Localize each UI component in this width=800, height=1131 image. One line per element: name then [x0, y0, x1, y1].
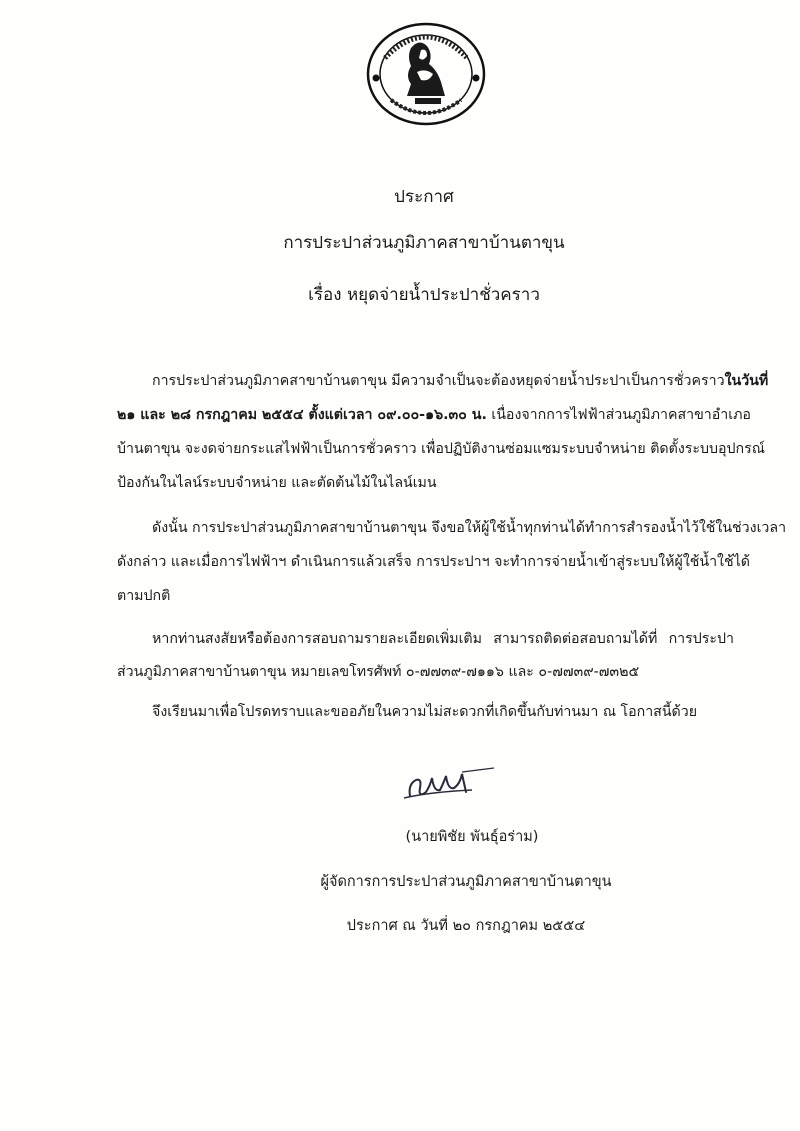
- agency-seal-icon: [361, 18, 491, 130]
- signatory-position: ผู้จัดการการประปาส่วนภูมิภาคสาขาบ้านตาขุน: [320, 874, 612, 890]
- para1-text: การประปาส่วนภูมิภาคสาขาบ้านตาขุน มีความจำเป็นจะต้องหยุดจ่ายน้ำประปาเป็นการชั่วคราว: [152, 373, 725, 389]
- para1-line2: [117, 405, 751, 425]
- announcement-date: ประกาศ ณ วันที่ ๒๐ กรกฎาคม ๒๕๕๔: [346, 918, 586, 934]
- subject-title: เรื่อง หยุดจ่ายน้ำประปาชั่วคราว: [308, 285, 540, 305]
- para3-line2: ส่วนภูมิภาคสาขาบ้านตาขุน หมายเลขโทรศัพท์ ๐-๗๗๓๙-๗๑๑๖ และ ๐-๗๗๓๙-๗๓๒๕: [117, 664, 640, 680]
- para1-line1: [152, 371, 769, 391]
- para1-date-bold: ในวันที่: [724, 373, 769, 389]
- para2-line3: ตามปกติ: [117, 588, 171, 604]
- para2-line2: ดังกล่าว และเมื่อการไฟฟ้าฯ ดำเนินการแล้วเสร็จ การประปาฯ จะทำการจ่ายน้ำเข้าสู่ระบบให้ผู้ใช้น้ำใช้ได้: [117, 554, 750, 570]
- para3-line1: หากท่านสงสัยหรือต้องการสอบถามรายละเอียดเพิ่มเติม สามารถติดต่อสอบถามได้ที่ การประปา: [152, 631, 734, 647]
- handwritten-signature-icon: [400, 762, 496, 806]
- signatory-name: (นายพิชัย พันธุ์อร่าม): [405, 829, 539, 845]
- para1-reason: เนื่องจากการไฟฟ้าส่วนภูมิภาคสาขาอำเภอ: [486, 407, 751, 423]
- closing-line: จึงเรียนมาเพื่อโปรดทราบและขออภัยในความไม่สะดวกที่เกิดขึ้นกับท่านมา ณ โอกาสนี้ด้วย: [152, 704, 698, 720]
- announcement-label: ประกาศ: [394, 187, 454, 207]
- para1-line3: บ้านตาขุน จะงดจ่ายกระแสไฟฟ้าเป็นการชั่วคราว เพื่อปฏิบัติงานซ่อมแซมระบบจำหน่าย ติดตั้งระบบอุปกรณ์: [117, 441, 765, 457]
- outage-dates: ๒๑ และ ๒๘ กรกฎาคม ๒๕๕๔ ตั้งแต่เวลา ๐๙.๐๐-๑๖.๓๐ น.: [117, 407, 487, 423]
- agency-name: การประปาส่วนภูมิภาคสาขาบ้านตาขุน: [283, 233, 565, 253]
- para1-line4: ป้องกันในไลน์ระบบจำหน่าย และตัดต้นไม้ในไลน์เมน: [117, 475, 437, 491]
- para2-line1: ดังนั้น การประปาส่วนภูมิภาคสาขาบ้านตาขุน จึงขอให้ผู้ใช้น้ำทุกท่านได้ทำการสำรองน้ำไว้ใช้ในช่วงเวลา: [152, 520, 787, 536]
